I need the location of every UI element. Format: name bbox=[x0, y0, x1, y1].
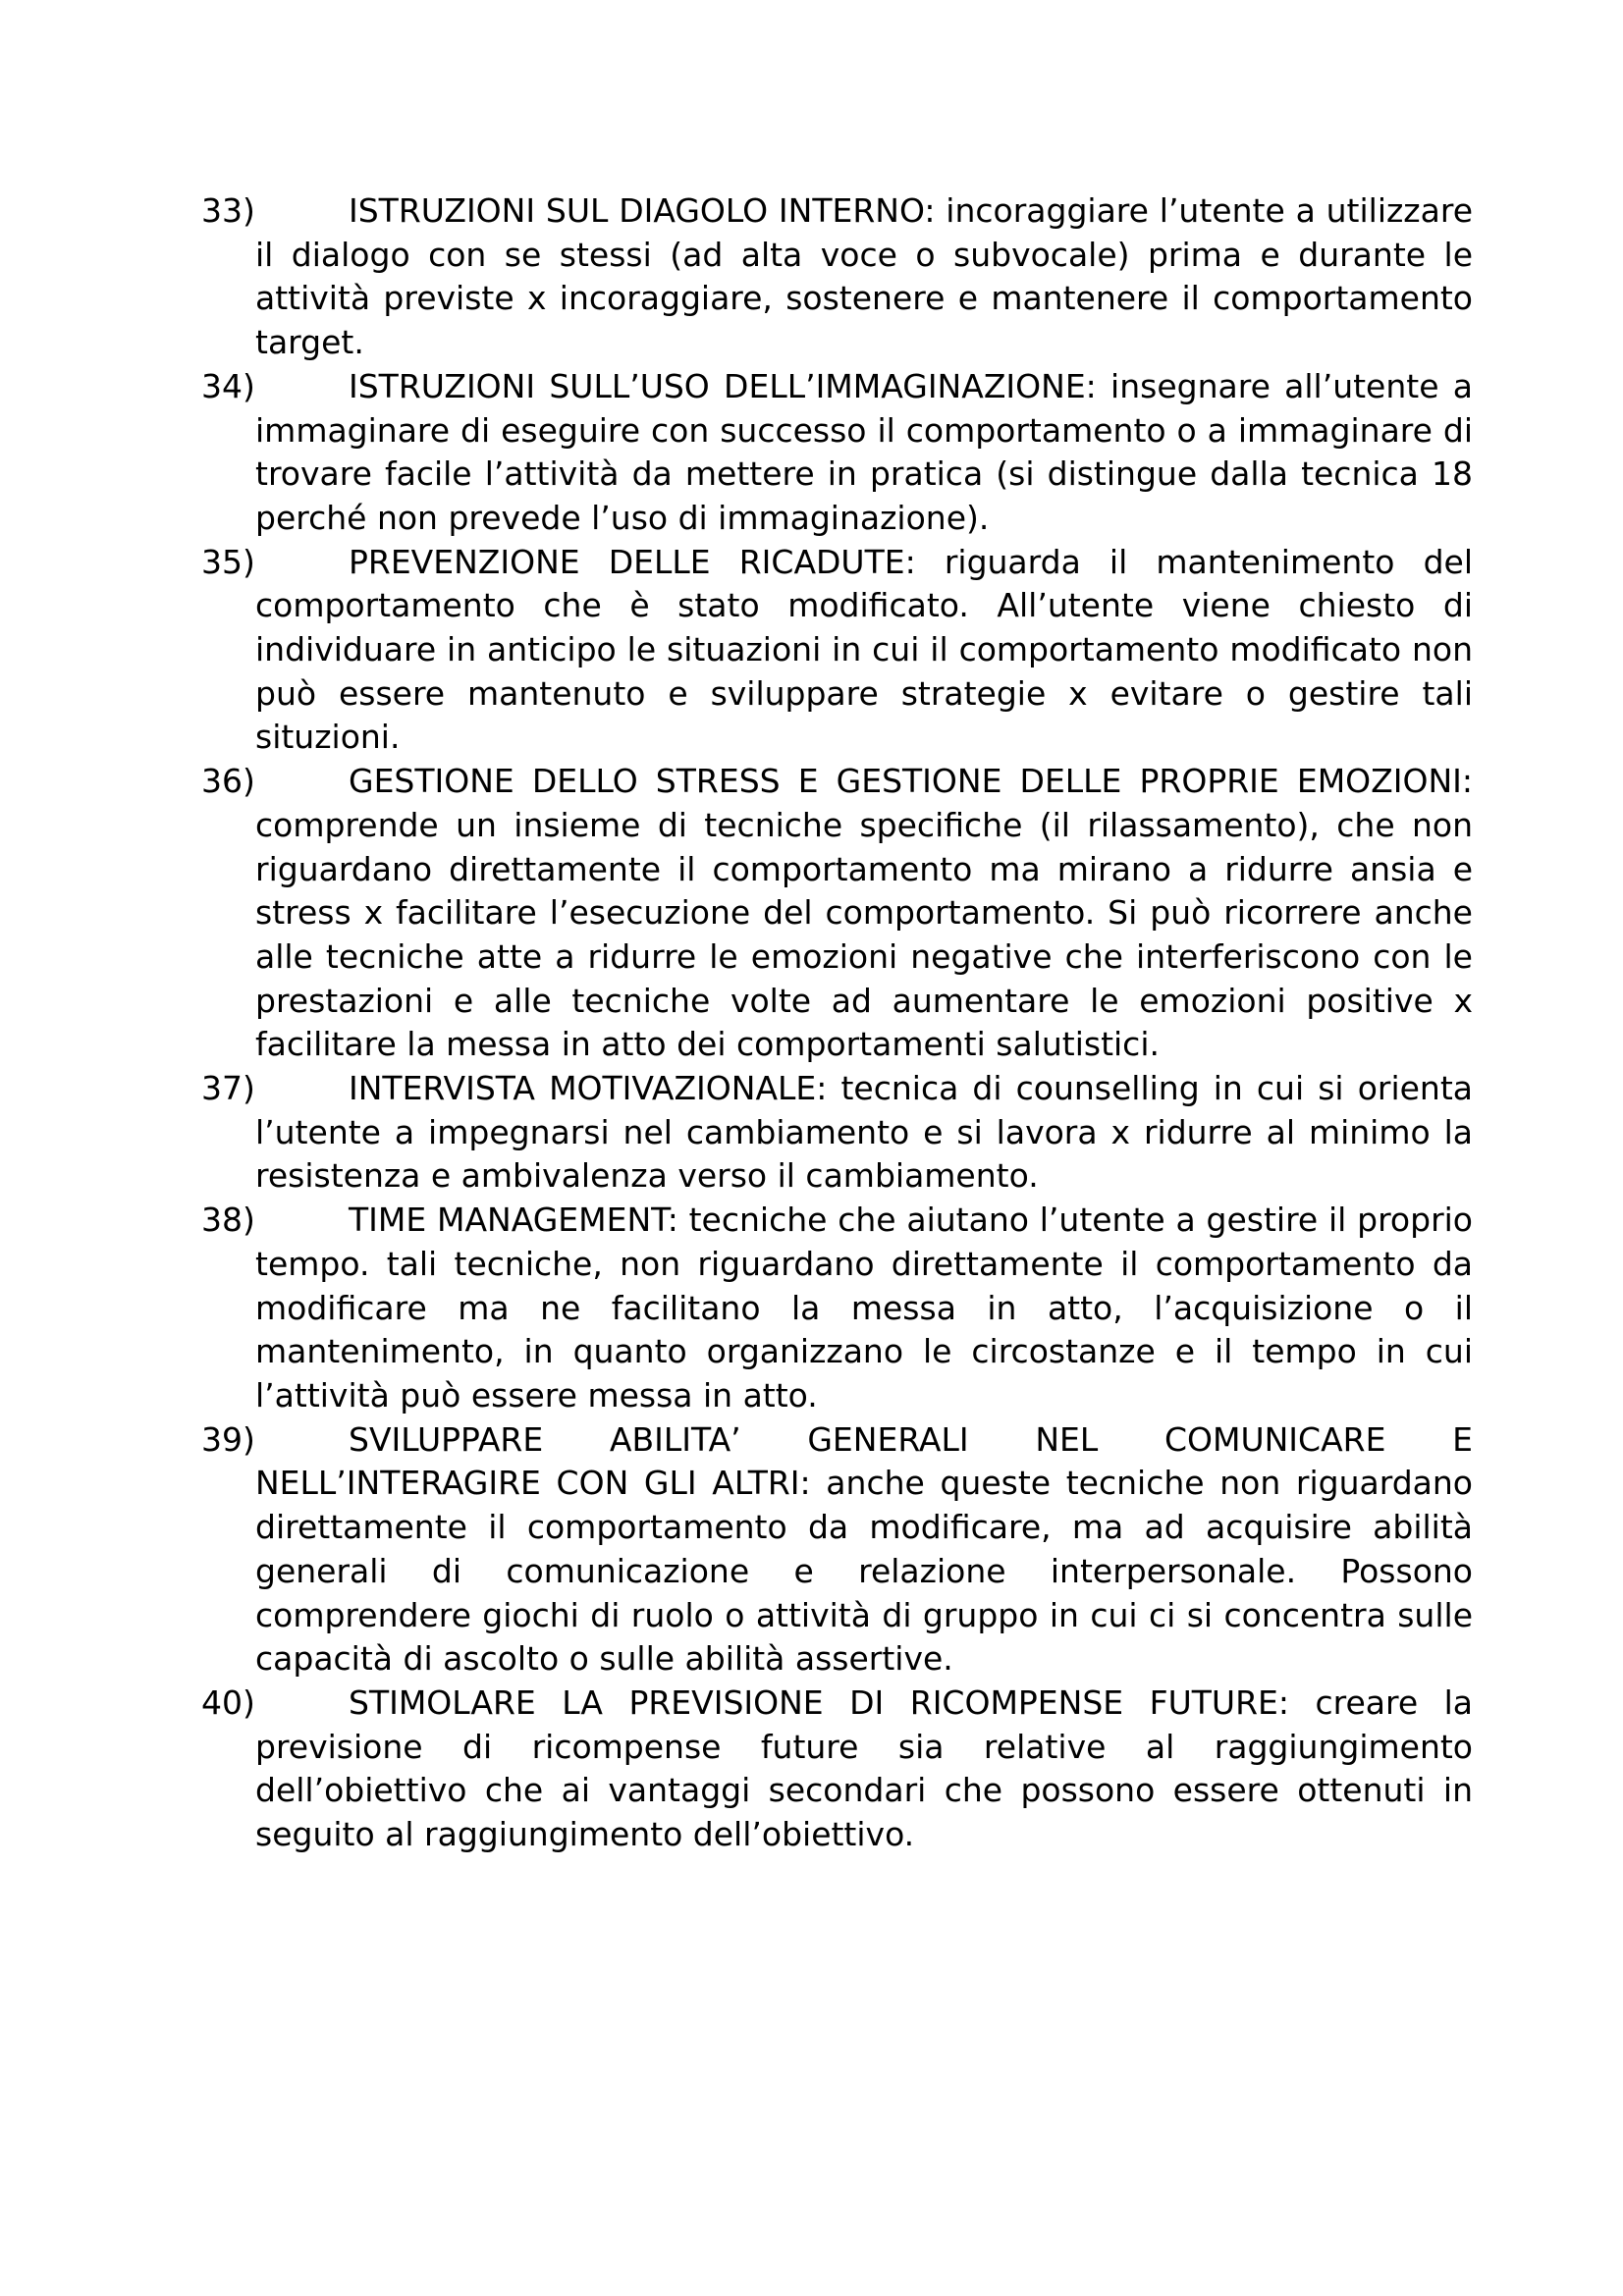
item-text: PREVENZIONE DELLE RICADUTE: riguarda il mantenimento del comportamento che è stato modificato. All’utente viene chiesto di individuare in anticipo le situazioni in cui il comportamento modificato non può essere mantenuto e sviluppare strategie x evitare o gestire tali situzioni. bbox=[255, 542, 1473, 757]
item-text: INTERVISTA MOTIVAZIONALE: tecnica di counselling in cui si orienta l’utente a impegnarsi nel cambiamento e si lavora x ridurre al minimo la resistenza e ambivalenza verso il cambiamento. bbox=[255, 1069, 1473, 1196]
list-item bbox=[201, 760, 1473, 1067]
item-text: ISTRUZIONI SUL DIAGOLO INTERNO: incoraggiare l’utente a utilizzare il dialogo con se stessi (ad alta voce o subvocale) prima e durante le attività previste x incoraggiare, sostenere e mantenere il comportamento target. bbox=[255, 191, 1473, 362]
item-number: 40) bbox=[201, 1682, 255, 1722]
item-text: TIME MANAGEMENT: tecniche che aiutano l’utente a gestire il proprio tempo. tali tecniche, non riguardano direttamente il comportamento da modificare ma ne facilitano la messa in atto, l’acquisizione o il mantenimento, in quanto organizzano le circostanze e il tempo in cui l’attività può essere messa in atto. bbox=[255, 1201, 1473, 1415]
list-item bbox=[201, 1418, 1473, 1682]
list-item bbox=[201, 1199, 1473, 1418]
item-text: ISTRUZIONI SULL’USO DELL’IMMAGINAZIONE: insegnare all’utente a immaginare di eseguire con successo il comportamento o a immaginare di trovare facile l’attività da mettere in pratica (si distingue dalla tecnica 18 perché non prevede l’uso di immaginazione). bbox=[255, 366, 1473, 537]
item-number: 34) bbox=[201, 366, 255, 405]
item-text: STIMOLARE LA PREVISIONE DI RICOMPENSE FUTURE: creare la previsione di ricompense future sia relative al raggiungimento dell’obiettivo che ai vantaggi secondari che possono essere ottenuti in seguito al raggiungimento dell’obiettivo. bbox=[255, 1682, 1473, 1854]
list-item bbox=[201, 189, 1473, 365]
list-item bbox=[201, 365, 1473, 541]
item-number: 39) bbox=[201, 1419, 255, 1459]
item-text: GESTIONE DELLO STRESS E GESTIONE DELLE PROPRIE EMOZIONI: comprende un insieme di tecniche specifiche (il rilassamento), che non riguardano direttamente il comportamento ma mirano a ridurre ansia e stress x facilitare l’esecuzione del comportamento. Si può ricorrere anche alle tecniche atte a ridurre le emozioni negative che interferiscono con le prestazioni e alle tecniche volte ad aumentare le emozioni positive x facilitare la messa in atto dei comportamenti salutistici. bbox=[255, 762, 1473, 1064]
item-text: SVILUPPARE ABILITA’ GENERALI NEL COMUNICARE E NELL’INTERAGIRE CON GLI ALTRI: anche queste tecniche non riguardano direttamente il comportamento da modificare, ma ad acquisire abilità generali di comunicazione e relazione interpersonale. Possono comprendere giochi di ruolo o attività di gruppo in cui ci si concentra sulle capacità di ascolto o sulle abilità assertive. bbox=[255, 1419, 1473, 1679]
item-number: 35) bbox=[201, 542, 255, 581]
list-item bbox=[201, 1682, 1473, 1857]
numbered-list bbox=[201, 189, 1473, 1857]
list-item bbox=[201, 541, 1473, 761]
item-number: 38) bbox=[201, 1201, 255, 1240]
item-number: 37) bbox=[201, 1069, 255, 1108]
item-number: 36) bbox=[201, 762, 255, 801]
list-item bbox=[201, 1067, 1473, 1199]
item-number: 33) bbox=[201, 191, 255, 230]
